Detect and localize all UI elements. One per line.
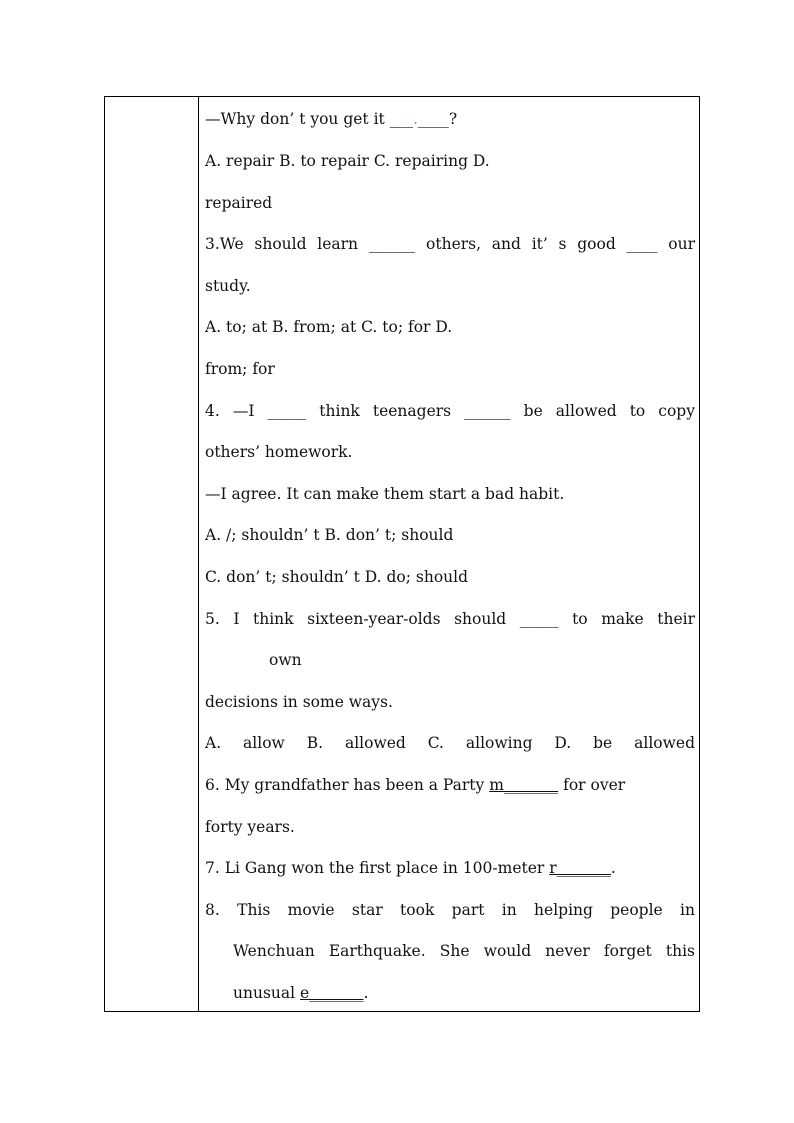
question-8-stem: 8. This movie star took part in helping people in (205, 901, 695, 919)
answer-blank: e_______ (300, 984, 364, 1002)
question-3-stem: 3.We should learn ______ others, and it’ s good ____ our (205, 235, 695, 253)
question-6-stem: 6. My grandfather has been a Party m_______ for over (205, 776, 626, 794)
question-4-stem: 4. —I _____ think teenagers ______ be allowed to copy (205, 402, 695, 420)
answer-blank: m_______ (489, 776, 559, 794)
question-3-options: A. to; at B. from; at C. to; for D. (205, 318, 453, 336)
question-6-stem-cont: forty years. (205, 818, 295, 836)
exercise-cell (205, 97, 695, 1011)
column-divider (198, 97, 199, 1011)
question-7-stem: 7. Li Gang won the first place in 100-meter r_______. (205, 859, 616, 877)
question-2-options: A. repair B. to repair C. repairing D. (205, 152, 490, 170)
question-5-stem-cont: decisions in some ways. (205, 693, 393, 711)
question-3-options-cont: from; for (205, 360, 275, 378)
question-5-stem: 5. I think sixteen-year-olds should _____ to make their (205, 610, 695, 628)
question-3-stem-cont: study. (205, 277, 251, 295)
question-2-options-cont: repaired (205, 194, 273, 212)
exercise-table (104, 96, 700, 1012)
question-4-options-ab: A. /; shouldn’ t B. don’ t; should (205, 526, 454, 544)
question-5-stem-own: own (269, 651, 302, 669)
question-8-stem-end: unusual e_______. (233, 984, 369, 1002)
question-8-stem-cont: Wenchuan Earthquake. She would never forget this (233, 942, 695, 960)
answer-blank: r_______ (549, 859, 611, 877)
question-4-options-cd: C. don’ t; shouldn’ t D. do; should (205, 568, 469, 586)
question-4-reply: —I agree. It can make them start a bad habit. (205, 485, 565, 503)
question-5-options: A. allow B. allowed C. allowing D. be allowed (205, 734, 695, 752)
question-2-line: —Why don’ t you get it ___.____? (205, 110, 458, 128)
question-4-stem-cont: others’ homework. (205, 443, 353, 461)
